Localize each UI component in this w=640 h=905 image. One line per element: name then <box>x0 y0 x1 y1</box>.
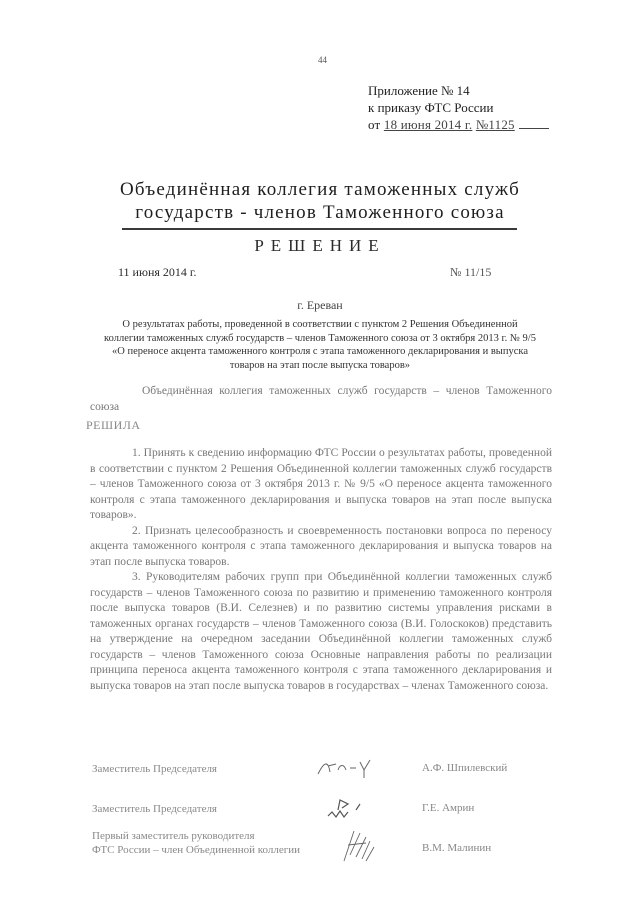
decision-items <box>90 446 552 694</box>
signatory-position-line2: ФТС России – член Объединенной коллегии <box>92 844 301 856</box>
decision-item-1: 1. Принять к сведению информацию ФТС России о результатах работы, проведенной в соответствии с пунктом 2 Решения Объединенной коллегии таможенных служб государств – членов Таможенного союза от 3 октября 2013 г. № 9/5 «О переносе акцента таможенного контроля с этапа таможенного декларирования и выпуска товаров на этап после выпуска товаров». <box>90 447 552 521</box>
appendix-number: №1125 <box>475 117 515 132</box>
organization-line2: государств - членов Таможенного союза <box>135 202 505 223</box>
page-number: 44 <box>318 55 327 65</box>
preamble: Объединённая коллегия таможенных служб государств – членов Таможенного союза <box>90 385 552 413</box>
signatory-position <box>92 829 300 857</box>
appendix-date: 18 июня 2014 г. <box>383 117 473 132</box>
handwritten-signature-icon <box>314 756 374 782</box>
handwritten-signature-icon <box>336 825 396 865</box>
organization-line1: Объединённая коллегия таможенных служб <box>120 179 520 200</box>
organization-title <box>0 178 640 224</box>
decision-subject: О результатах работы, проведенной в соответствии с пунктом 2 Решения Объединенной коллегии таможенных служб государств – членов Таможенного союза от 3 октября 2013 г. № 9/5 «О переносе акцента таможенного контроля с этапа таможенного декларирования и выпуска товаров на этап после выпуска товаров» <box>104 319 536 371</box>
signatory-name: В.М. Малинин <box>422 842 492 854</box>
decision-item-2: 2. Признать целесообразность и своевременность постановки вопроса по переносу акцента таможенного контроля с этапа таможенного декларирования и выпуска товаров на этап после выпуска товаров. <box>90 524 552 568</box>
underline-trail <box>519 128 549 129</box>
appendix-line3 <box>368 116 549 133</box>
signatory-name: А.Ф. Шпилевский <box>422 762 508 774</box>
decision-date: 11 июня 2014 г. <box>118 265 197 279</box>
appendix-line1: Приложение № 14 <box>368 83 470 98</box>
signature-row <box>92 829 552 856</box>
signature-row <box>92 802 552 826</box>
document-title: РЕШЕНИЕ <box>254 236 386 255</box>
decision-city: г. Ереван <box>297 298 343 312</box>
appendix-from: от <box>368 117 381 132</box>
appendix-header <box>368 82 549 133</box>
signatory-name: Г.Е. Амрин <box>422 802 475 814</box>
appendix-line2: к приказу ФТС России <box>368 100 494 115</box>
signature-row <box>92 762 552 786</box>
signatory-position-line1: Первый заместитель руководителя <box>92 830 255 842</box>
resolved-heading: РЕШИЛА <box>86 418 141 432</box>
signatory-position: Заместитель Председателя <box>92 803 217 815</box>
header-divider <box>122 228 517 230</box>
decision-number: № 11/15 <box>450 265 492 279</box>
handwritten-signature-icon <box>314 796 374 822</box>
signatory-position: Заместитель Председателя <box>92 763 217 775</box>
decision-item-3: 3. Руководителям рабочих групп при Объединённой коллегии таможенных служб государств – членов Таможенного союза по развитию и применению таможенного контроля после выпуска товаров (В.И. Селезнев) и по развитию системы управления рисками в таможенных органах государств – членов Таможенного союза (В.И. Голоскоков) представить на утверждение на очередном заседании Объединённой коллегии таможенных служб государств – членов Таможенного союза Основные направления работы по реализации принципа переноса акцента таможенного контроля с этапа таможенного декларирования и выпуска товаров на этап после выпуска товаров в государствах – членах Таможенного союза. <box>90 571 552 692</box>
